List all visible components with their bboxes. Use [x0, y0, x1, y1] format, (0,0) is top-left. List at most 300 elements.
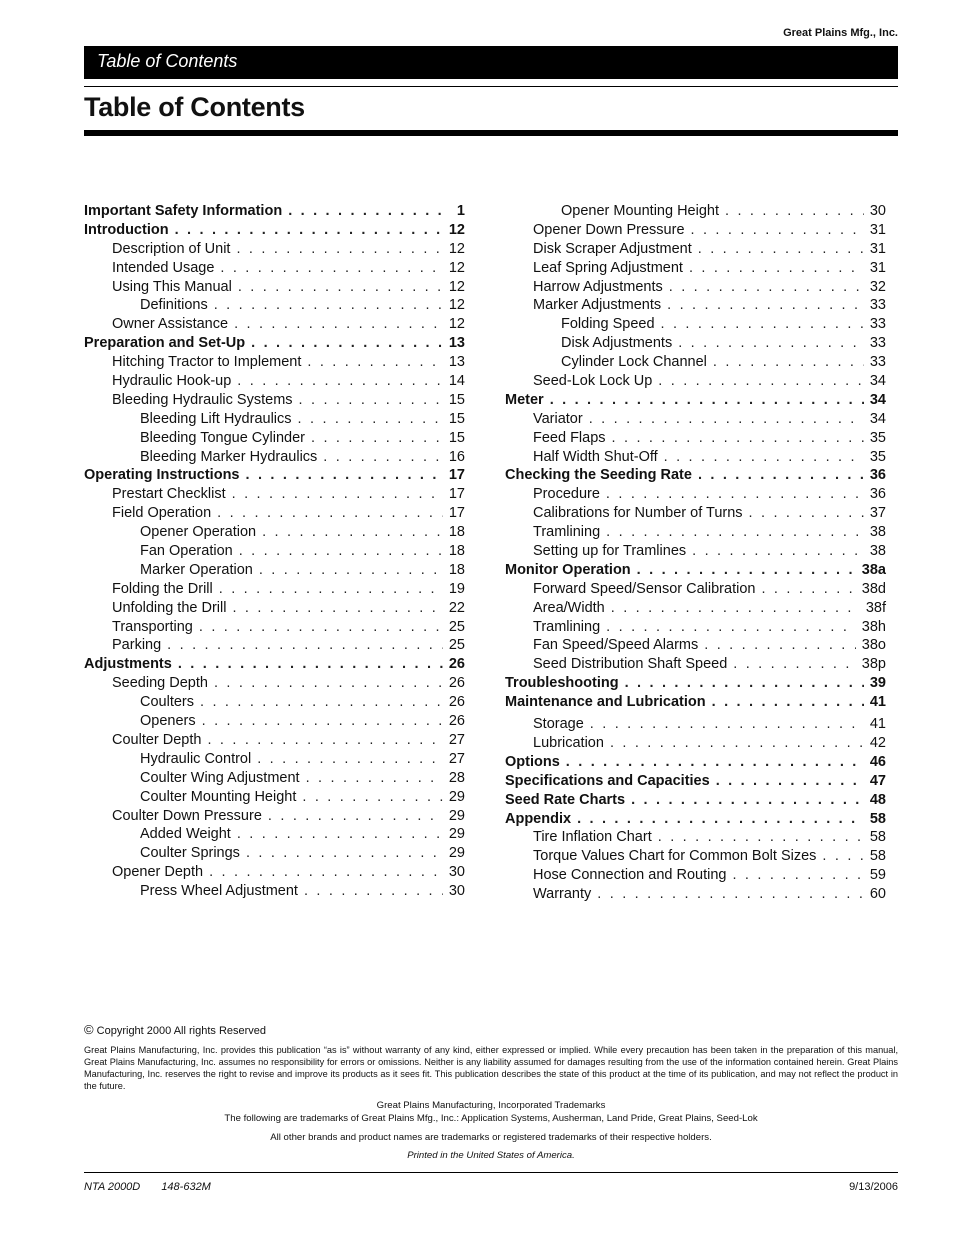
toc-entry-title: Transporting: [112, 618, 193, 635]
toc-entry-title: Prestart Checklist: [112, 486, 226, 503]
toc-entry[interactable]: [84, 713, 465, 732]
toc-leader-dots: [712, 694, 864, 710]
toc-entry-page: 12: [448, 278, 465, 295]
trademarks-list: The following are trademarks of Great Plains Mfg., Inc.: Application Systems, Ausherman, Land Pride, Great Plains, Seed-Lok: [224, 1113, 758, 1124]
toc-entry-page: 38: [869, 524, 886, 541]
toc-entry-page: 22: [448, 599, 465, 616]
toc-entry-page: 12: [448, 297, 465, 314]
toc-entry-page: 47: [869, 772, 886, 789]
copyright-line: [84, 1022, 266, 1037]
toc-leader-dots: [237, 826, 443, 842]
toc-entry[interactable]: [505, 867, 886, 886]
toc-right-column: [505, 203, 886, 905]
toc-leader-dots: [637, 562, 856, 578]
toc-entry[interactable]: [505, 543, 886, 562]
toc-section[interactable]: [505, 694, 886, 713]
toc-entry-page: 26: [448, 713, 465, 730]
toc-entry-title: Seed Distribution Shaft Speed: [533, 656, 728, 673]
toc-entry[interactable]: [84, 883, 465, 902]
toc-leader-dots: [822, 848, 863, 864]
toc-entry[interactable]: [505, 600, 886, 619]
toc-leader-dots: [597, 886, 864, 902]
toc-leader-dots: [239, 543, 443, 559]
toc-leader-dots: [749, 505, 864, 521]
toc-entry-title: Folding the Drill: [112, 580, 213, 597]
toc-leader-dots: [178, 656, 443, 672]
toc-entry-page: 12: [448, 259, 465, 276]
toc-entry-title: Torque Values Chart for Common Bolt Sizes: [533, 848, 817, 865]
toc-entry[interactable]: [84, 581, 465, 600]
toc-entry[interactable]: [84, 808, 465, 827]
toc-entry-page: 28: [448, 769, 465, 786]
toc-section[interactable]: [505, 792, 886, 811]
toc-section[interactable]: [505, 467, 886, 486]
toc-entry-title: Appendix: [505, 810, 572, 827]
toc-entry-page: 17: [448, 486, 465, 503]
divider: [84, 86, 898, 87]
toc-leader-dots: [698, 241, 864, 257]
toc-entry-title: Coulter Down Pressure: [112, 807, 262, 824]
toc-entry[interactable]: [505, 316, 886, 335]
toc-leader-dots: [288, 203, 447, 219]
toc-entry-page: 14: [448, 373, 465, 390]
toc-entry-page: 41: [869, 716, 886, 733]
toc-leader-dots: [262, 524, 443, 540]
toc-entry-page: 29: [448, 826, 465, 843]
toc-entry[interactable]: [84, 543, 465, 562]
toc-leader-dots: [307, 354, 442, 370]
toc-leader-dots: [299, 392, 443, 408]
toc-leader-dots: [209, 864, 443, 880]
toc-entry-page: 30: [448, 883, 465, 900]
toc-entry[interactable]: [84, 732, 465, 751]
toc-leader-dots: [725, 203, 864, 219]
toc-leader-dots: [658, 829, 864, 845]
toc-entry-page: 26: [448, 694, 465, 711]
toc-entry-title: Seed Rate Charts: [505, 791, 626, 808]
toc-entry[interactable]: [84, 316, 465, 335]
copyright-symbol: ©: [84, 1022, 94, 1037]
toc-entry-title: Variator: [533, 410, 583, 427]
toc-section[interactable]: [84, 335, 465, 354]
toc-entry-title: Opener Down Pressure: [533, 221, 685, 238]
toc-entry[interactable]: [505, 886, 886, 905]
toc-left-column: [84, 203, 465, 902]
trademarks-heading: Great Plains Manufacturing, Incorporated Trademarks: [376, 1100, 606, 1111]
toc-entry-title: Folding Speed: [561, 316, 655, 333]
toc-leader-dots: [550, 392, 864, 408]
other-brands: All other brands and product names are trademarks or registered trademarks of their respective holders.: [270, 1132, 712, 1143]
toc-leader-dots: [716, 773, 864, 789]
toc-section[interactable]: [505, 773, 886, 792]
toc-leader-dots: [704, 637, 856, 653]
toc-entry-page: 33: [869, 297, 886, 314]
toc-entry-page: 12: [448, 316, 465, 333]
toc-entry-page: 18: [448, 561, 465, 578]
toc-entry-title: Coulter Wing Adjustment: [140, 769, 300, 786]
toc-entry[interactable]: [505, 735, 886, 754]
toc-leader-dots: [217, 505, 443, 521]
toc-entry-title: Specifications and Capacities: [505, 772, 710, 789]
toc-entry-title: Parking: [112, 637, 162, 654]
toc-entry[interactable]: [84, 241, 465, 260]
toc-entry-page: 18: [448, 543, 465, 560]
toc-entry-title: Field Operation: [112, 505, 212, 522]
toc-entry-page: 27: [448, 731, 465, 748]
toc-entry-title: Disk Adjustments: [561, 335, 673, 352]
toc-entry-title: Setting up for Tramlines: [533, 543, 687, 560]
toc-leader-dots: [606, 524, 864, 540]
toc-entry-page: 35: [869, 448, 886, 465]
toc-entry-title: Monitor Operation: [505, 561, 631, 578]
toc-leader-dots: [259, 562, 443, 578]
title-underline: [84, 130, 898, 136]
toc-entry-title: Bleeding Tongue Cylinder: [140, 429, 305, 446]
toc-entry-title: Adjustments: [84, 656, 172, 673]
toc-leader-dots: [251, 335, 443, 351]
toc-entry[interactable]: [505, 848, 886, 867]
toc-entry-title: Marker Operation: [140, 561, 253, 578]
toc-entry[interactable]: [505, 505, 886, 524]
toc-entry-title: Forward Speed/Sensor Calibration: [533, 580, 756, 597]
page-title: Table of Contents: [84, 92, 305, 122]
toc-leader-dots: [214, 297, 443, 313]
toc-entry-title: Important Safety Information: [84, 203, 283, 219]
toc-leader-dots: [689, 260, 864, 276]
toc-entry-title: Hydraulic Control: [140, 750, 252, 767]
toc-section[interactable]: [505, 811, 886, 830]
toc-entry-page: 15: [448, 429, 465, 446]
toc-entry-page: 41: [869, 694, 886, 711]
toc-entry[interactable]: [505, 637, 886, 656]
toc-entry-page: 38f: [865, 599, 886, 616]
toc-entry-title: Troubleshooting: [505, 675, 619, 692]
toc-entry-title: Added Weight: [140, 826, 231, 843]
section-banner: Table of Contents: [84, 46, 898, 79]
toc-entry[interactable]: [84, 770, 465, 789]
toc-entry[interactable]: [84, 449, 465, 468]
toc-entry-page: 60: [869, 886, 886, 903]
toc-leader-dots: [606, 486, 864, 502]
toc-entry[interactable]: [84, 845, 465, 864]
toc-entry-title: Half Width Shut-Off: [533, 448, 658, 465]
toc-entry[interactable]: [84, 411, 465, 430]
toc-entry-page: 35: [869, 429, 886, 446]
toc-leader-dots: [306, 770, 443, 786]
toc-leader-dots: [625, 675, 864, 691]
toc-entry[interactable]: [84, 619, 465, 638]
toc-entry[interactable]: [84, 864, 465, 883]
toc-entry[interactable]: [505, 524, 886, 543]
toc-leader-dots: [577, 811, 864, 827]
toc-leader-dots: [691, 222, 864, 238]
toc-entry[interactable]: [505, 222, 886, 241]
toc-entry-title: Using This Manual: [112, 278, 232, 295]
toc-leader-dots: [200, 694, 443, 710]
toc-entry-title: Coulter Mounting Height: [140, 788, 297, 805]
toc-leader-dots: [246, 467, 443, 483]
toc-entry[interactable]: [84, 486, 465, 505]
toc-entry[interactable]: [84, 505, 465, 524]
toc-entry-page: 34: [869, 410, 886, 427]
toc-entry-title: Harrow Adjustments: [533, 278, 663, 295]
toc-leader-dots: [238, 279, 443, 295]
toc-leader-dots: [612, 430, 864, 446]
toc-entry-page: 1: [456, 203, 465, 219]
disclaimer: Great Plains Manufacturing, Inc. provides this publication “as is” without warranty of any kind, either expressed or implied. While every precaution has been taken in the preparation of this manual, Great Plains Manufacturing, Inc. assumes no responsibility for errors or omissions. Neither is any liability assumed for damages resulting from the use of the information contained herein. Great Plains Manufacturing, Inc. reserves the right to revise and improve its products as it sees fit. This publication describes the state of this product at the time of its publication, and may not reflect the product in the future.: [84, 1045, 898, 1091]
toc-leader-dots: [302, 789, 442, 805]
toc-entry-page: 29: [448, 845, 465, 862]
model-number: NTA 2000D: [84, 1181, 141, 1193]
toc-entry[interactable]: [505, 411, 886, 430]
toc-entry-page: 58: [869, 848, 886, 865]
toc-entry-page: 15: [448, 410, 465, 427]
toc-entry[interactable]: [84, 789, 465, 808]
toc-entry-title: Opener Depth: [112, 864, 204, 881]
toc-entry-page: 38p: [861, 656, 886, 673]
toc-entry-page: 33: [869, 316, 886, 333]
toc-entry[interactable]: [505, 279, 886, 298]
toc-entry-page: 29: [448, 788, 465, 805]
toc-leader-dots: [298, 411, 443, 427]
toc-entry-title: Tramlining: [533, 524, 601, 541]
toc-leader-dots: [733, 656, 856, 672]
toc-entry-title: Calibrations for Number of Turns: [533, 505, 743, 522]
toc-entry-title: Checking the Seeding Rate: [505, 467, 692, 484]
toc-entry[interactable]: [84, 562, 465, 581]
toc-leader-dots: [664, 449, 864, 465]
toc-entry-page: 12: [448, 240, 465, 257]
copyright-text: Copyright 2000 All rights Reserved: [96, 1025, 267, 1037]
toc-entry[interactable]: [84, 260, 465, 279]
toc-entry[interactable]: [505, 241, 886, 260]
toc-leader-dots: [214, 675, 443, 691]
toc-entry-page: 48: [869, 791, 886, 808]
toc-leader-dots: [323, 449, 443, 465]
toc-leader-dots: [631, 792, 864, 808]
toc-entry-page: 58: [869, 829, 886, 846]
toc-entry-title: Cylinder Lock Channel: [561, 354, 707, 371]
printed-in: Printed in the United States of America.: [407, 1150, 575, 1161]
toc-entry[interactable]: [505, 335, 886, 354]
toc-entry[interactable]: [505, 430, 886, 449]
toc-entry[interactable]: [505, 449, 886, 468]
toc-entry[interactable]: [84, 826, 465, 845]
toc-entry-title: Hose Connection and Routing: [533, 867, 727, 884]
toc-leader-dots: [692, 543, 864, 559]
toc-leader-dots: [219, 581, 443, 597]
toc-entry-page: 30: [869, 203, 886, 219]
toc-entry-page: 36: [869, 467, 886, 484]
toc-entry-page: 25: [448, 637, 465, 654]
toc-entry[interactable]: [505, 260, 886, 279]
toc-entry-title: Definitions: [140, 297, 208, 314]
toc-entry-page: 42: [869, 734, 886, 751]
toc-leader-dots: [202, 713, 443, 729]
toc-entry-title: Lubrication: [533, 734, 604, 751]
toc-leader-dots: [610, 735, 864, 751]
toc-entry[interactable]: [505, 619, 886, 638]
toc-entry[interactable]: [505, 354, 886, 373]
toc-leader-dots: [761, 581, 855, 597]
toc-section[interactable]: [505, 675, 886, 694]
toc-entry-page: 27: [448, 750, 465, 767]
toc-leader-dots: [732, 867, 863, 883]
toc-leader-dots: [661, 316, 864, 332]
toc-entry-page: 19: [448, 580, 465, 597]
toc-section[interactable]: [84, 222, 465, 241]
toc-entry-page: 58: [869, 810, 886, 827]
part-number: 148-632M: [161, 1181, 211, 1193]
toc-entry-title: Description of Unit: [112, 240, 231, 257]
toc-entry[interactable]: [84, 297, 465, 316]
toc-entry-page: 15: [448, 391, 465, 408]
footer-divider: [84, 1172, 898, 1173]
company-name: Great Plains Mfg., Inc.: [783, 27, 898, 39]
toc-section[interactable]: [505, 754, 886, 773]
toc-entry[interactable]: [84, 279, 465, 298]
toc-entry-page: 13: [448, 354, 465, 371]
toc-entry-title: Seeding Depth: [112, 675, 208, 692]
toc-leader-dots: [234, 316, 443, 332]
toc-entry-page: 26: [448, 675, 465, 692]
toc-entry[interactable]: [505, 203, 886, 222]
toc-entry-title: Tire Inflation Chart: [533, 829, 652, 846]
toc-section[interactable]: [505, 562, 886, 581]
toc-entry[interactable]: [84, 354, 465, 373]
toc-entry[interactable]: [505, 829, 886, 848]
toc-entry[interactable]: [505, 297, 886, 316]
toc-entry-title: Preparation and Set-Up: [84, 335, 246, 352]
toc-entry-title: Seed-Lok Lock Up: [533, 373, 653, 390]
toc-entry-page: 38h: [861, 618, 886, 635]
toc-entry-title: Marker Adjustments: [533, 297, 662, 314]
toc-entry[interactable]: [505, 486, 886, 505]
toc-entry[interactable]: [84, 694, 465, 713]
toc-entry-page: 30: [448, 864, 465, 881]
toc-entry-title: Options: [505, 753, 560, 770]
toc-entry[interactable]: [84, 373, 465, 392]
toc-entry-page: 36: [869, 486, 886, 503]
toc-entry[interactable]: [84, 675, 465, 694]
toc-leader-dots: [232, 486, 443, 502]
toc-leader-dots: [669, 279, 864, 295]
toc-entry[interactable]: [84, 600, 465, 619]
toc-section[interactable]: [84, 203, 465, 222]
toc-entry-title: Meter: [505, 391, 544, 408]
toc-entry-page: 26: [448, 656, 465, 673]
toc-entry-title: Bleeding Hydraulic Systems: [112, 391, 293, 408]
toc-section[interactable]: [84, 467, 465, 486]
toc-entry-title: Owner Assistance: [112, 316, 229, 333]
toc-leader-dots: [232, 600, 442, 616]
toc-entry-title: Procedure: [533, 486, 600, 503]
toc-section[interactable]: [84, 656, 465, 675]
toc-leader-dots: [311, 430, 443, 446]
toc-entry[interactable]: [84, 430, 465, 449]
toc-entry[interactable]: [505, 716, 886, 735]
toc-entry-title: Opener Mounting Height: [561, 203, 719, 219]
toc-entry[interactable]: [505, 373, 886, 392]
toc-entry-title: Disk Scraper Adjustment: [533, 240, 692, 257]
toc-entry-page: 38a: [861, 561, 886, 578]
toc-entry[interactable]: [84, 751, 465, 770]
toc-leader-dots: [199, 619, 443, 635]
toc-entry-title: Introduction: [84, 221, 169, 238]
toc-entry-title: Bleeding Lift Hydraulics: [140, 410, 292, 427]
toc-entry-title: Unfolding the Drill: [112, 599, 227, 616]
toc-entry-page: 34: [869, 373, 886, 390]
toc-leader-dots: [268, 808, 443, 824]
toc-entry-title: Coulters: [140, 694, 194, 711]
toc-leader-dots: [606, 619, 856, 635]
footer-date: 9/13/2006: [849, 1181, 898, 1193]
toc-entry-page: 12: [448, 221, 465, 238]
toc-leader-dots: [257, 751, 443, 767]
toc-leader-dots: [611, 600, 860, 616]
toc-leader-dots: [246, 845, 443, 861]
toc-entry-title: Opener Operation: [140, 524, 257, 541]
toc-leader-dots: [207, 732, 442, 748]
toc-entry-page: 33: [869, 335, 886, 352]
toc-entry[interactable]: [84, 637, 465, 656]
toc-leader-dots: [590, 716, 864, 732]
toc-entry-title: Coulter Springs: [140, 845, 240, 862]
toc-entry-page: 34: [869, 391, 886, 408]
toc-section[interactable]: [505, 392, 886, 411]
toc-entry-title: Area/Width: [533, 599, 605, 616]
toc-entry-page: 33: [869, 354, 886, 371]
toc-entry[interactable]: [505, 656, 886, 675]
toc-entry-page: 17: [448, 505, 465, 522]
toc-entry-title: Leaf Spring Adjustment: [533, 259, 683, 276]
toc-entry-page: 31: [869, 240, 886, 257]
toc-entry-page: 16: [448, 448, 465, 465]
toc-entry-title: Bleeding Marker Hydraulics: [140, 448, 318, 465]
toc-entry-page: 38: [869, 543, 886, 560]
toc-leader-dots: [658, 373, 864, 389]
toc-entry[interactable]: [84, 524, 465, 543]
toc-entry-title: Maintenance and Lubrication: [505, 694, 706, 711]
toc-entry-page: 38d: [861, 580, 886, 597]
toc-entry-page: 37: [869, 505, 886, 522]
toc-entry[interactable]: [84, 392, 465, 411]
toc-leader-dots: [304, 883, 443, 899]
toc-leader-dots: [220, 260, 442, 276]
toc-entry-page: 32: [869, 278, 886, 295]
toc-entry-page: 46: [869, 753, 886, 770]
toc-leader-dots: [237, 373, 443, 389]
toc-entry-title: Fan Speed/Speed Alarms: [533, 637, 699, 654]
toc-entry-page: 31: [869, 259, 886, 276]
toc-entry-page: 38o: [861, 637, 886, 654]
toc-entry[interactable]: [505, 581, 886, 600]
toc-entry-title: Feed Flaps: [533, 429, 606, 446]
toc-entry-page: 39: [869, 675, 886, 692]
toc-entry-page: 17: [448, 467, 465, 484]
toc-leader-dots: [167, 637, 443, 653]
toc-entry-title: Hydraulic Hook-up: [112, 373, 232, 390]
toc-entry-title: Operating Instructions: [84, 467, 240, 484]
toc-entry-title: Storage: [533, 716, 584, 733]
toc-entry-title: Tramlining: [533, 618, 601, 635]
toc-leader-dots: [175, 222, 443, 238]
toc-entry-title: Hitching Tractor to Implement: [112, 354, 302, 371]
toc-entry-page: 18: [448, 524, 465, 541]
toc-entry-title: Coulter Depth: [112, 731, 202, 748]
toc-leader-dots: [713, 354, 864, 370]
toc-entry-title: Fan Operation: [140, 543, 233, 560]
